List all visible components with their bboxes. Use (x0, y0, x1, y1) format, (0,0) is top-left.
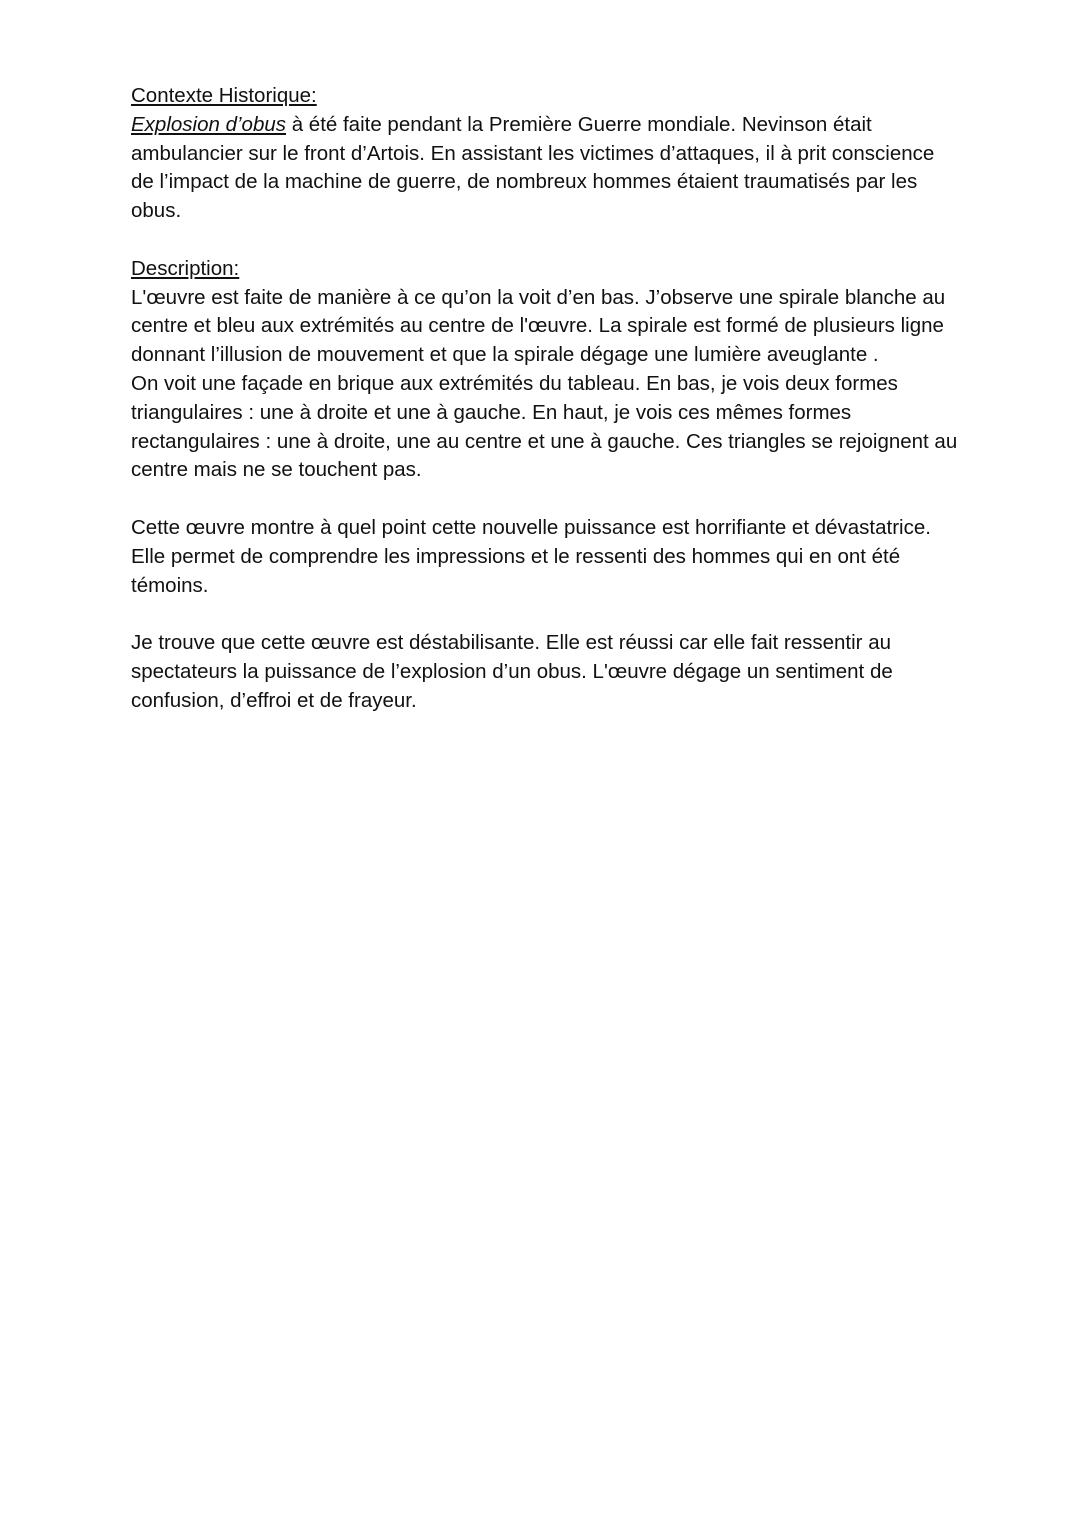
artwork-title: Explosion d’obus (131, 112, 286, 136)
context-paragraph (131, 111, 961, 226)
opinion-paragraph: Je trouve que cette œuvre est déstabilisante. Elle est réussi car elle fait ressentir au spectateurs la puissance de l’explosion d’un obus. L'œuvre dégage un sentiment de confusion, d’effroi et de frayeur. (131, 631, 893, 712)
spacer (131, 485, 961, 514)
section-heading-description: Description: (131, 256, 240, 280)
document-page (131, 82, 961, 716)
spacer (131, 226, 961, 255)
context-text: à été faite pendant la Première Guerre mondiale. Nevinson était ambulancier sur le front d’Artois. En assistant les victimes d’attaques, il à prit conscience de l’impact de la machine de guerre, de nombreux hommes étaient traumatisés par les obus. (131, 112, 935, 223)
description-paragraph-1: L'œuvre est faite de manière à ce qu’on la voit d’en bas. J’observe une spirale blanche au centre et bleu aux extrémités au centre de l'œuvre. La spirale est formé de plusieurs ligne donnant l’illusion de mouvement et que la spirale dégage une lumière aveuglante . (131, 285, 946, 367)
section-heading-contexte: Contexte Historique: (131, 84, 317, 107)
description-paragraph-2: On voit une façade en brique aux extrémités du tableau. En bas, je vois deux formes triangulaires : une à droite et une à gauche. En haut, je vois ces mêmes formes rectangulaires : une à droite, une au centre et une à gauche. Ces triangles se rejoignent au centre mais ne se touchent pas. (131, 371, 958, 482)
spacer (131, 600, 961, 629)
interpretation-paragraph: Cette œuvre montre à quel point cette nouvelle puissance est horrifiante et dévastatrice. Elle permet de comprendre les impressions et le ressenti des hommes qui en ont été témoins. (131, 515, 931, 597)
